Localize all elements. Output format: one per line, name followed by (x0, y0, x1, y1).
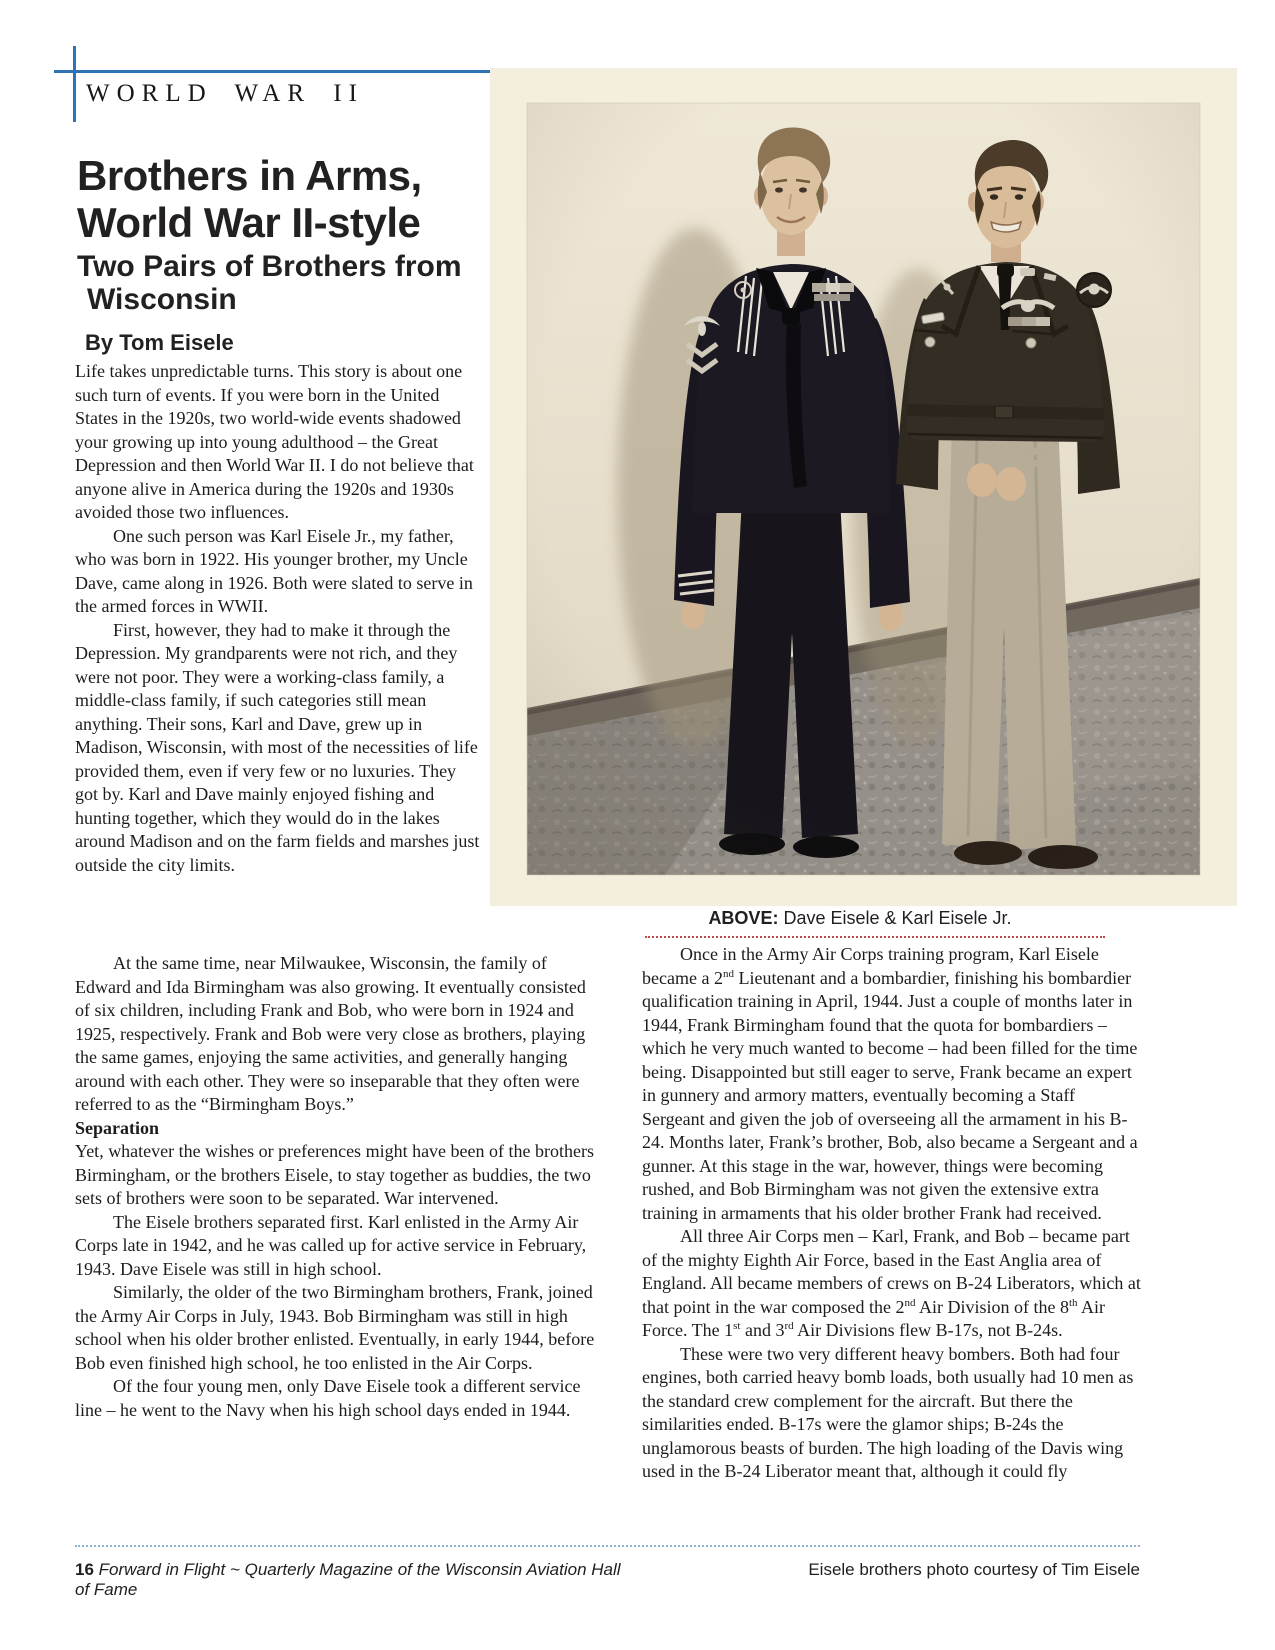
article-subtitle-line1: Two Pairs of Brothers from (77, 250, 462, 283)
paragraph: The Eisele brothers separated first. Karl enlisted in the Army Air Corps late in 1942, and he was called up for active service in February, 1943. Dave Eisele was still in high school. (75, 1211, 587, 1279)
section-kicker: WORLD WAR II (86, 80, 364, 107)
article-title (77, 152, 422, 246)
page-number: 16 (75, 1560, 94, 1579)
section-heading-separation: Separation (75, 1117, 160, 1138)
caption-dotted-rule (645, 936, 1105, 938)
kicker-rule-vertical (73, 46, 76, 122)
byline: By Tom Eisele (85, 330, 234, 355)
photo-credit: Eisele brothers photo courtesy of Tim Eisele (808, 1560, 1140, 1579)
paragraph: One such person was Karl Eisele Jr., my father, who was born in 1922. His younger brother, my Uncle Dave, came along in 1926. Both were slated to serve in the armed forces in WWII. (75, 525, 473, 616)
paragraph: At the same time, near Milwaukee, Wisconsin, the family of Edward and Ida Birmingham was also growing. It eventually consisted of six children, including Frank and Bob, who were born in 1924 and 1925, respectively. Frank and Bob were very close as brothers, playing the same games, enjoying the same activities, and generally hanging around with each other. They were so inseparable that they often were referred to as the “Birmingham Boys.” (75, 953, 586, 1114)
kicker-rule-horizontal (54, 70, 504, 73)
article-subtitle-line2: Wisconsin (87, 283, 237, 316)
photo-caption-text: Dave Eisele & Karl Eisele Jr. (783, 908, 1012, 928)
paragraph: Life takes unpredictable turns. This story is about one such turn of events. If you were born in the United States in the 1920s, two world-wide events shadowed your growing up into young adulthood – the Great Depression and then World War II. I do not believe that anyone alive in America during the 1920s and 1930s avoided those two influences. (75, 361, 474, 522)
magazine-title-line: Forward in Flight ~ Quarterly Magazine of the Wisconsin Aviation Hall of Fame (75, 1560, 621, 1599)
paragraph: Similarly, the older of the two Birmingham brothers, Frank, joined the Army Air Corps in July, 1943. Bob Birmingham was still in high school when his older brother enlisted. Eventually, in early 1944, before Bob even finished high school, he too enlisted in the Air Corps. (75, 1282, 595, 1373)
paragraph: Once in the Army Air Corps training program, Karl Eisele became a 2nd Lieutenant and a bombardier, finishing his bombardier qualification training in April, 1944. Just a couple of months later in 1944, Frank Birmingham found that the quota for bombardiers – which he very much wanted to become – had been filled for the time being. Disappointed but still eager to serve, Frank became an expert in gunnery and armory matters, eventually becoming a Staff Sergeant and given the job of overseeing all the armament in his B-24. Months later, Frank’s brother, Bob, also became a Sergeant and a gunner. At this stage in the war, however, things were becoming rushed, and Bob Birmingham was not given the extensive extra training in armaments that his older brother Frank had received. (642, 944, 1138, 1223)
right-column (642, 943, 1142, 1484)
left-column-wide (75, 952, 599, 1422)
footer-dotted-rule (75, 1545, 1140, 1547)
article-title-line2: World War II-style (77, 199, 421, 246)
article-subtitle (77, 250, 462, 316)
paragraph: All three Air Corps men – Karl, Frank, and Bob – became part of the mighty Eighth Air Force, based in the East Anglia area of England. All became members of crews on B-24 Liberators, which at that point in the war composed the 2nd Air Division of the 8th Air Force. The 1st and 3rd Air Divisions flew B-17s, not B-24s. (642, 1226, 1141, 1340)
photo-dave-and-karl (490, 68, 1237, 906)
paragraph: Of the four young men, only Dave Eisele took a different service line – he went to the Navy when his high school days ended in 1944. (75, 1376, 581, 1420)
photo-caption-label: ABOVE: (708, 908, 779, 928)
footer-magazine-info (75, 1560, 635, 1600)
left-column-narrow (75, 360, 481, 877)
paragraph: Yet, whatever the wishes or preferences might have been of the brothers Birmingham, or the brothers Eisele, to stay together as buddies, the two sets of brothers were soon to be separated. War intervened. (75, 1141, 594, 1208)
photo-artwork (490, 68, 1237, 906)
paragraph: These were two very different heavy bombers. Both had four engines, both carried heavy bomb loads, both usually had 10 men as the standard crew complement for the aircraft. But there the similarities ended. B-17s were the glamor ships; B-24s the unglamorous beasts of burden. The high loading of the Davis wing used in the B-24 Liberator meant that, although it could fly (642, 1343, 1134, 1481)
paragraph: First, however, they had to make it through the Depression. My grandparents were not rich, and they were not poor. They were a working-class family, a middle-class family, if such categories still mean anything. Their sons, Karl and Dave, grew up in Madison, Wisconsin, with most of the necessities of life provided them, even if very few or no luxuries. They got by. Karl and Dave mainly enjoyed fishing and hunting together, which they would do in the lakes around Madison and on the farm fields and marshes just outside the city limits. (75, 619, 480, 875)
article-title-line1: Brothers in Arms, (77, 152, 422, 199)
photo-caption (560, 908, 1160, 929)
